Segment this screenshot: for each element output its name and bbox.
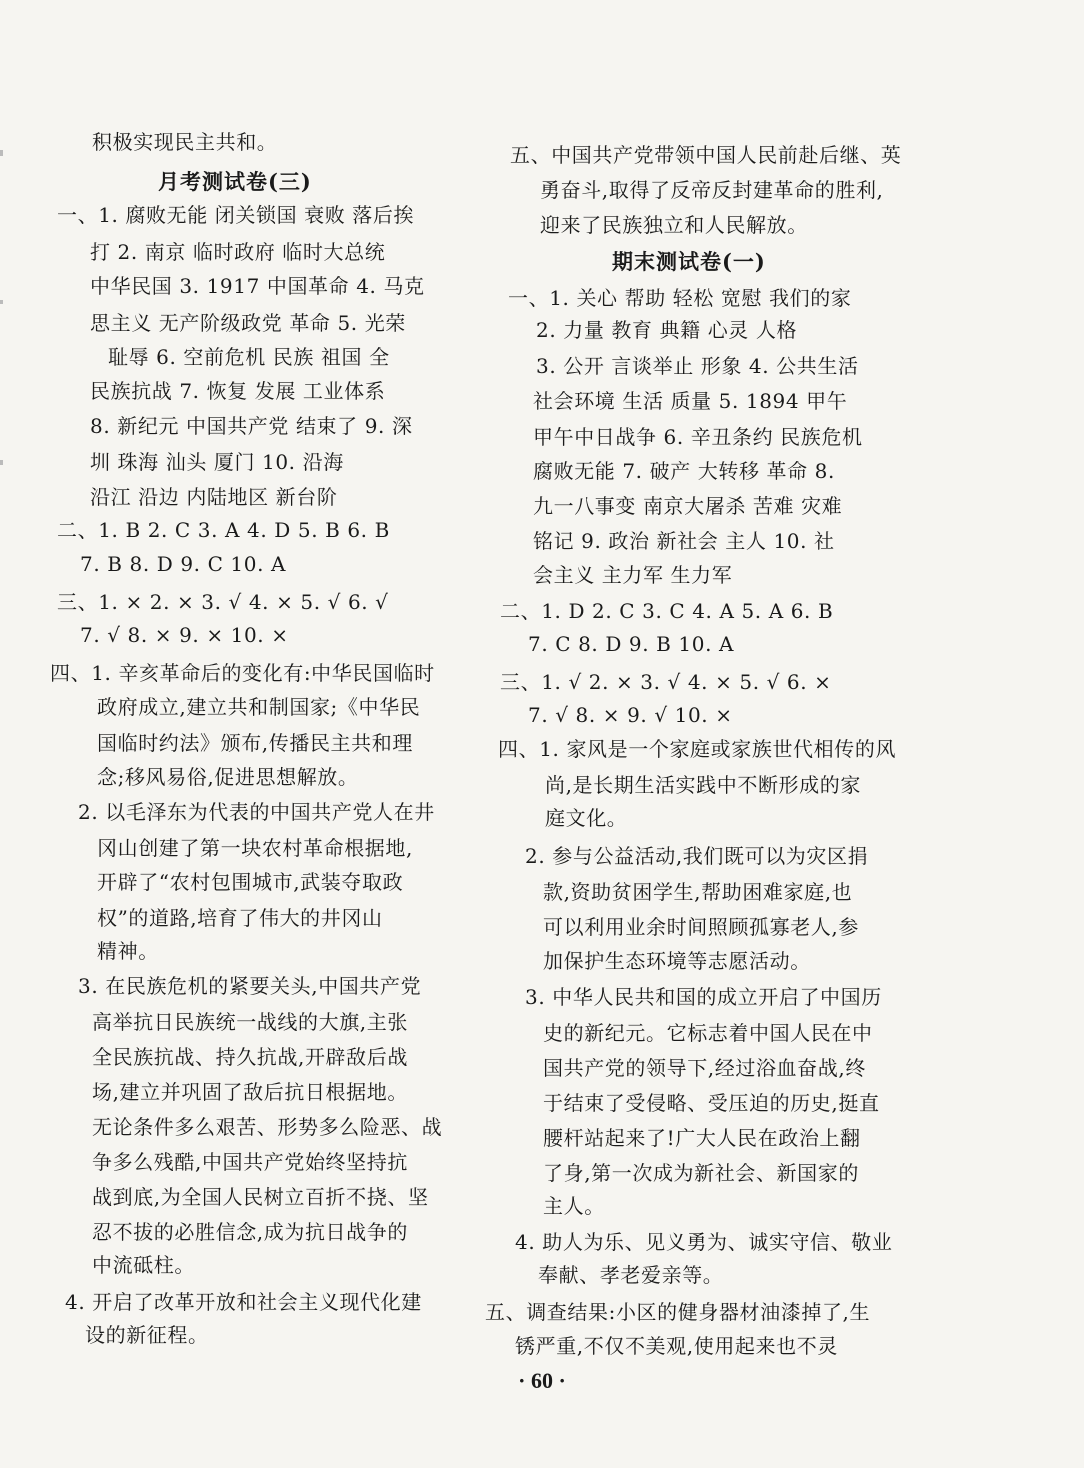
answer-line: 耻辱 6. 空前危机 民族 祖国 全 (108, 345, 390, 369)
answer-line: 一、1. 腐败无能 闭关锁国 衰败 落后挨 (57, 203, 415, 227)
answer-line: 民族抗战 7. 恢复 发展 工业体系 (90, 379, 386, 403)
answer-line: 7. B 8. D 9. C 10. A (80, 552, 287, 576)
answer-line: 庭文化。 (545, 806, 628, 830)
answer-line: 圳 珠海 汕头 厦门 10. 沿海 (90, 450, 344, 474)
binding-mark (0, 300, 3, 304)
answer-line: 3. 中华人民共和国的成立开启了中国历 (525, 985, 882, 1009)
answer-line: 铭记 9. 政治 新社会 主人 10. 社 (533, 529, 835, 553)
answer-line: 四、1. 辛亥革命后的变化有:中华民国临时 (50, 661, 435, 685)
answer-line: 奉献、孝老爱亲等。 (538, 1263, 724, 1287)
section-heading: 期末测试卷(一) (612, 249, 766, 274)
answer-line: 勇奋斗,取得了反帝反封建革命的胜利, (540, 178, 884, 202)
answer-line: 国临时约法》颁布,传播民主共和理 (97, 731, 413, 755)
answer-line: 尚,是长期生活实践中不断形成的家 (545, 773, 861, 797)
answer-line: 于结束了受侵略、受压迫的历史,挺直 (543, 1091, 880, 1115)
answer-line: 开辟了“农村包围城市,武装夺取政 (97, 870, 404, 894)
answer-line: 了身,第一次成为新社会、新国家的 (543, 1161, 859, 1185)
answer-line: 一、1. 关心 帮助 轻松 宽慰 我们的家 (508, 286, 852, 310)
answer-line: 主人。 (543, 1194, 605, 1218)
answer-line: 加保护生态环境等志愿活动。 (543, 949, 811, 973)
answer-line: 忍不拔的必胜信念,成为抗日战争的 (92, 1220, 408, 1244)
answer-line: 7. √ 8. × 9. √ 10. × (528, 703, 733, 727)
section-heading: 月考测试卷(三) (158, 169, 312, 194)
answer-line: 国共产党的领导下,经过浴血奋战,终 (543, 1056, 866, 1080)
answer-line: 精神。 (97, 939, 159, 963)
answer-line: 冈山创建了第一块农村革命根据地, (97, 836, 413, 860)
answer-line: 场,建立并巩固了敌后抗日根据地。 (92, 1080, 408, 1104)
answer-line: 设的新征程。 (85, 1323, 209, 1347)
answer-line: 思主义 无产阶级政党 革命 5. 光荣 (90, 311, 406, 335)
answer-line: 4. 助人为乐、见义勇为、诚实守信、敬业 (515, 1230, 893, 1254)
answer-line: 全民族抗战、持久抗战,开辟敌后战 (92, 1045, 408, 1069)
answer-line: 积极实现民主共和。 (92, 130, 278, 154)
answer-line: 甲午中日战争 6. 辛丑条约 民族危机 (533, 425, 863, 449)
answer-line: 沿江 沿边 内陆地区 新台阶 (90, 485, 338, 509)
answer-line: 中流砥柱。 (92, 1253, 195, 1277)
answer-line: 高举抗日民族统一战线的大旗,主张 (92, 1010, 408, 1034)
answer-line: 念;移风易俗,促进思想解放。 (97, 765, 359, 789)
answer-line: 腐败无能 7. 破产 大转移 革命 8. (533, 459, 835, 483)
answer-line: 3. 公开 言谈举止 形象 4. 公共生活 (536, 354, 859, 378)
binding-mark (0, 150, 3, 156)
answer-line: 二、1. D 2. C 3. C 4. A 5. A 6. B (500, 599, 834, 623)
answer-line: 二、1. B 2. C 3. A 4. D 5. B 6. B (57, 518, 390, 542)
answer-line: 打 2. 南京 临时政府 临时大总统 (90, 240, 386, 264)
answer-line: 争多么残酷,中国共产党始终坚持抗 (92, 1150, 408, 1174)
answer-line: 四、1. 家风是一个家庭或家族世代相传的风 (498, 737, 897, 761)
answer-line: 款,资助贫困学生,帮助困难家庭,也 (543, 880, 853, 904)
answer-line: 会主义 主力军 生力军 (533, 563, 733, 587)
answer-line: 权”的道路,培育了伟大的井冈山 (97, 906, 383, 930)
answer-line: 政府成立,建立共和制国家;《中华民 (97, 695, 421, 719)
answer-line: 2. 以毛泽东为代表的中国共产党人在井 (78, 800, 435, 824)
answer-line: 中华民国 3. 1917 中国革命 4. 马克 (90, 274, 425, 298)
answer-line: 五、中国共产党带领中国人民前赴后继、英 (510, 143, 902, 167)
answer-line: 2. 力量 教育 典籍 心灵 人格 (536, 318, 798, 342)
binding-mark (0, 460, 3, 465)
answer-line: 社会环境 生活 质量 5. 1894 甲午 (533, 389, 848, 413)
answer-line: 三、1. √ 2. × 3. √ 4. × 5. √ 6. × (500, 670, 832, 694)
answer-line: 史的新纪元。它标志着中国人民在中 (543, 1021, 873, 1045)
page-number: · 60 · (518, 1368, 566, 1393)
answer-line: 战到底,为全国人民树立百折不挠、坚 (92, 1185, 429, 1209)
answer-line: 8. 新纪元 中国共产党 结束了 9. 深 (90, 414, 413, 438)
answer-line: 2. 参与公益活动,我们既可以为灾区捐 (525, 844, 869, 868)
answer-line: 锈严重,不仅不美观,使用起来也不灵 (515, 1334, 838, 1358)
answer-line: 迎来了民族独立和人民解放。 (540, 213, 808, 237)
answer-line: 腰杆站起来了!广大人民在政治上翻 (543, 1126, 861, 1150)
answer-line: 五、调查结果:小区的健身器材油漆掉了,生 (485, 1300, 871, 1324)
answer-line: 无论条件多么艰苦、形势多么险恶、战 (92, 1115, 443, 1139)
answer-line: 九一八事变 南京大屠杀 苦难 灾难 (533, 494, 843, 518)
answer-line: 4. 开启了改革开放和社会主义现代化建 (65, 1290, 422, 1314)
answer-line: 7. √ 8. × 9. × 10. × (80, 623, 289, 647)
answer-line: 7. C 8. D 9. B 10. A (528, 632, 735, 656)
answer-line: 可以利用业余时间照顾孤寡老人,参 (543, 915, 859, 939)
answer-line: 三、1. × 2. × 3. √ 4. × 5. √ 6. √ (57, 590, 389, 614)
answer-line: 3. 在民族危机的紧要关头,中国共产党 (78, 974, 422, 998)
